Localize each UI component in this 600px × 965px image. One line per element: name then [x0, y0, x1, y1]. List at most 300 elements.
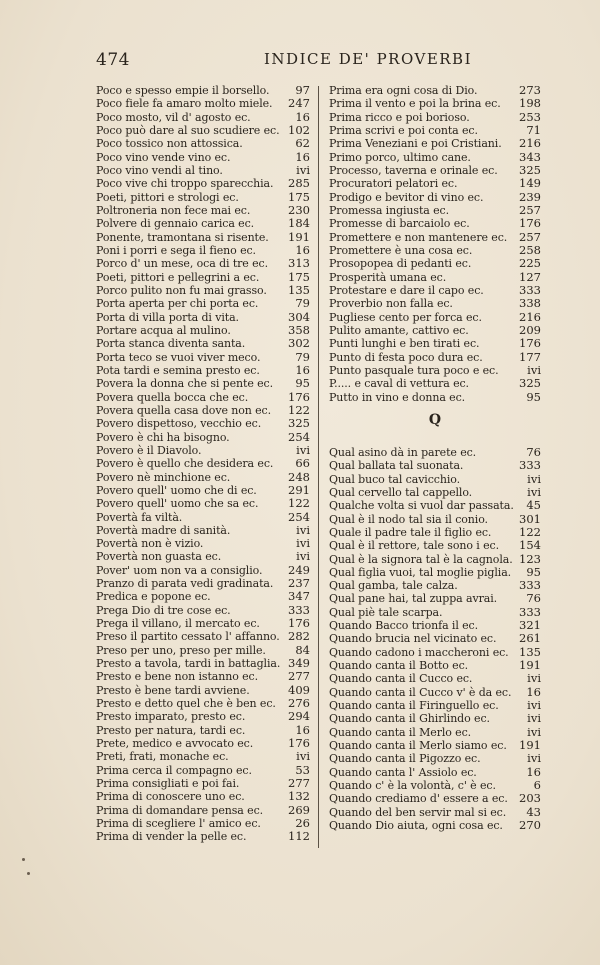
page-reference: 325 [288, 416, 310, 431]
page-reference: 6 [533, 778, 541, 793]
proverb-text: Qual è il nodo tal sia il conio. [329, 512, 488, 526]
index-entry [96, 311, 310, 324]
proverb-text: Quando cadono i maccheroni ec. [329, 645, 509, 659]
index-entry [96, 191, 310, 204]
proverb-text: Qual piè tale scarpa. [329, 605, 443, 619]
proverb-text: Quando c' è la volontà, c' è ec. [329, 779, 496, 793]
index-entry [96, 97, 310, 110]
index-entry [96, 524, 310, 537]
page-reference: 176 [288, 616, 310, 631]
index-entry [96, 670, 310, 683]
page-reference: ivi [527, 698, 541, 713]
proverb-text: Putto in vino e donna ec. [329, 390, 466, 404]
proverb-text: Punti lunghi e ben tirati ec. [329, 337, 480, 351]
proverb-text: Promettere e non mantenere ec. [329, 230, 508, 244]
page-reference: 325 [519, 376, 541, 391]
page-reference: 26 [295, 816, 310, 831]
proverb-text: Quando canta il Cucco v' è da ec. [329, 685, 512, 699]
page-reference: ivi [527, 362, 541, 377]
proverb-text: Povero è quello che desidera ec. [96, 457, 274, 471]
index-entry [329, 473, 541, 486]
proverb-text: Prima di conoscere uno ec. [96, 790, 245, 804]
proverb-text: Poco fiele fa amaro molto miele. [96, 97, 273, 111]
index-entry [329, 779, 541, 792]
index-entry [96, 484, 310, 497]
index-entry [96, 377, 310, 390]
proverb-text: Poco può dare al suo scudiere ec. [96, 123, 280, 137]
page-reference: 79 [295, 296, 310, 311]
proverb-text: Prima il vento e poi la brina ec. [329, 97, 501, 111]
index-entry [329, 231, 541, 244]
index-entry [96, 497, 310, 510]
page-header [96, 50, 536, 72]
proverb-text: Presto imparato, presto ec. [96, 710, 246, 724]
page-reference: 16 [295, 362, 310, 377]
proverb-text: Pulito amante, cattivo ec. [329, 323, 469, 337]
index-entry [329, 244, 541, 257]
proverb-text: Poco e spesso empie il borsello. [96, 84, 270, 97]
page-reference: 176 [519, 216, 541, 231]
index-entry [96, 710, 310, 723]
index-entry [329, 271, 541, 284]
page-reference: 333 [288, 602, 310, 617]
index-entry [96, 444, 310, 457]
proverb-text: Povertà non guasta ec. [96, 550, 222, 564]
index-column-left [96, 84, 310, 844]
page-reference: ivi [296, 522, 310, 537]
index-entry [96, 564, 310, 577]
page-reference: 135 [519, 644, 541, 659]
index-entry [96, 231, 310, 244]
page-reference: 95 [526, 564, 541, 579]
page-reference: 95 [526, 389, 541, 404]
index-entry [96, 804, 310, 817]
page-reference: 16 [526, 684, 541, 699]
page-reference: 254 [288, 509, 310, 524]
index-entry [96, 337, 310, 350]
proverb-text: Poco vino vende vino ec. [96, 150, 231, 164]
page-reference: 175 [288, 189, 310, 204]
index-entry [96, 217, 310, 230]
index-entry [329, 284, 541, 297]
proverb-text: Prete, medico e avvocato ec. [96, 737, 254, 751]
index-entry [329, 111, 541, 124]
proverb-text: Povertà non è vizio. [96, 537, 204, 551]
index-entry [329, 311, 541, 324]
page-reference: 325 [519, 162, 541, 177]
index-entry [96, 590, 310, 603]
page-reference: 16 [526, 764, 541, 779]
page-reference: 102 [288, 122, 310, 137]
index-entry [96, 351, 310, 364]
page-reference: 176 [519, 336, 541, 351]
index-entry [96, 271, 310, 284]
proverb-text: Qual figlia vuoi, tal moglie piglia. [329, 565, 512, 579]
proverb-text: Qual buco tal cavicchio. [329, 472, 460, 486]
proverb-text: Portare acqua al mulino. [96, 323, 231, 337]
proverb-text: Porco d' un mese, oca di tre ec. [96, 257, 268, 271]
index-entry [96, 177, 310, 190]
page-reference: 333 [519, 458, 541, 473]
index-entry [96, 364, 310, 377]
index-entry [329, 499, 541, 512]
proverb-text: Porta di villa porta di vita. [96, 310, 239, 324]
page-reference: 277 [288, 776, 310, 791]
page-reference: 343 [519, 149, 541, 164]
index-entry [329, 324, 541, 337]
index-entry [96, 737, 310, 750]
index-entry [329, 151, 541, 164]
proverb-text: Povero è il Diavolo. [96, 443, 202, 457]
page-reference: ivi [296, 162, 310, 177]
index-entry [329, 699, 541, 712]
proverb-text: Povertà fa viltà. [96, 510, 183, 524]
index-entry [329, 553, 541, 566]
proverb-text: Qual è la signora tal è la cagnola. [329, 552, 513, 566]
proverb-text: Presto per natura, tardi ec. [96, 723, 246, 737]
page-reference: 333 [519, 282, 541, 297]
proverb-text: Povera quella casa dove non ec. [96, 403, 272, 417]
index-entry [96, 764, 310, 777]
proverb-text: Povero è chi ha bisogno. [96, 430, 230, 444]
section-letter-heading: Q [428, 411, 442, 428]
proverb-text: Protestare e dare il capo ec. [329, 283, 484, 297]
index-entry [96, 617, 310, 630]
page-reference: 112 [288, 829, 310, 844]
page-reference: 123 [519, 551, 541, 566]
index-entry [96, 471, 310, 484]
index-entry [329, 646, 541, 659]
proverb-text: Prima cerca il compagno ec. [96, 763, 252, 777]
index-entry [96, 84, 310, 97]
proverb-text: Prima di vender la pelle ec. [96, 830, 247, 844]
index-entry [329, 177, 541, 190]
page-reference: 191 [519, 658, 541, 673]
proverb-text: Povero quell' uomo che di ec. [96, 483, 257, 497]
index-entry [329, 592, 541, 605]
page-reference: 282 [288, 629, 310, 644]
proverb-text: Promettere è una cosa ec. [329, 243, 473, 257]
page-reference: 62 [295, 136, 310, 151]
proverb-text: Povera la donna che si pente ec. [96, 377, 274, 391]
proverb-text: Presto e detto quel che è ben ec. [96, 697, 276, 711]
proverb-text: Prima consigliati e poi fai. [96, 777, 240, 791]
page-reference: 239 [519, 189, 541, 204]
proverb-text: Povera quella bocca che ec. [96, 390, 249, 404]
page-reference: 209 [519, 322, 541, 337]
proverb-text: Prima ricco e poi borioso. [329, 110, 470, 124]
index-entry [329, 446, 541, 459]
page-reference: 216 [519, 136, 541, 151]
index-entry [329, 819, 541, 832]
page-reference: 135 [288, 282, 310, 297]
index-entry [96, 257, 310, 270]
index-entry [329, 739, 541, 752]
proverb-text: Qual pane hai, tal zuppa avrai. [329, 592, 498, 606]
page-reference: 122 [288, 496, 310, 511]
page-reference: 254 [288, 429, 310, 444]
proverb-text: Proverbio non falla ec. [329, 297, 453, 311]
page-reference: 285 [288, 176, 310, 191]
index-entry [96, 111, 310, 124]
index-entry [329, 566, 541, 579]
index-entry [96, 790, 310, 803]
index-entry [96, 830, 310, 843]
proverb-text: Poco tossico non attossica. [96, 137, 243, 151]
page-number: 474 [96, 50, 130, 70]
page-reference: 177 [519, 349, 541, 364]
index-entry [96, 577, 310, 590]
page-reference: 257 [519, 229, 541, 244]
index-entry [329, 257, 541, 270]
index-entry [96, 657, 310, 670]
page-reference: 122 [519, 524, 541, 539]
index-entry [329, 579, 541, 592]
proverb-text: Poltroneria non fece mai ec. [96, 203, 251, 217]
page-reference: 333 [519, 604, 541, 619]
proverb-text: Poco vive chi troppo sparecchia. [96, 177, 274, 191]
index-entry [96, 604, 310, 617]
page-reference: ivi [296, 749, 310, 764]
proverb-text: Poeti, pittori e strologi ec. [96, 190, 239, 204]
page-reference: 216 [519, 309, 541, 324]
page-reference: 97 [295, 83, 310, 97]
page-reference: 301 [519, 511, 541, 526]
index-entry [329, 806, 541, 819]
index-entry [96, 550, 310, 563]
proverb-text: Processo, taverna e orinale ec. [329, 163, 498, 177]
proverb-text: Prosperità umana ec. [329, 270, 447, 284]
page-reference: 409 [288, 682, 310, 697]
index-entry [329, 351, 541, 364]
page-reference: 191 [519, 738, 541, 753]
proverb-text: Pover' uom non va a consiglio. [96, 563, 263, 577]
proverb-text: P..... e caval di vettura ec. [329, 377, 469, 391]
page-reference: 43 [526, 804, 541, 819]
index-entry [96, 697, 310, 710]
proverb-text: Poco mosto, vil d' agosto ec. [96, 110, 251, 124]
page-reference: ivi [296, 549, 310, 564]
index-entry [96, 324, 310, 337]
proverb-text: Presto è bene tardi avviene. [96, 683, 250, 697]
proverb-text: Qual è il rettore, tale sono i ec. [329, 539, 499, 553]
index-entry [329, 97, 541, 110]
page-reference: ivi [527, 484, 541, 499]
index-entry [329, 712, 541, 725]
proverb-text: Ponente, tramontana si risente. [96, 230, 269, 244]
proverb-text: Prima scrivi e poi conta ec. [329, 123, 478, 137]
index-entry [329, 792, 541, 805]
index-entry [329, 513, 541, 526]
proverb-text: Preso per uno, preso per mille. [96, 643, 266, 657]
index-entry [96, 644, 310, 657]
index-entry [329, 137, 541, 150]
page-reference: 347 [288, 589, 310, 604]
page-reference: 276 [288, 696, 310, 711]
page-reference: 176 [288, 736, 310, 751]
proverb-text: Prima Veneziani e poi Cristiani. [329, 137, 502, 151]
page-reference: ivi [527, 711, 541, 726]
index-entry [96, 137, 310, 150]
index-entry [329, 752, 541, 765]
index-entry [329, 84, 541, 97]
page-reference: 175 [288, 269, 310, 284]
index-entry [96, 777, 310, 790]
page-reference: 333 [519, 578, 541, 593]
page-reference: 225 [519, 256, 541, 271]
proverb-text: Porta teco se vuoi viver meco. [96, 350, 261, 364]
proverb-text: Prega Dio di tre cose ec. [96, 603, 231, 617]
page-reference: 273 [519, 83, 541, 97]
proverb-text: Quando crediamo d' essere a ec. [329, 792, 508, 806]
proverb-text: Prima era ogni cosa di Dio. [329, 84, 478, 97]
index-entry [329, 191, 541, 204]
index-entry [329, 526, 541, 539]
index-entry [329, 124, 541, 137]
index-entry [96, 164, 310, 177]
proverb-text: Prosopopea di pedanti ec. [329, 257, 472, 271]
proverb-text: Quando del ben servir mal si ec. [329, 805, 507, 819]
page-reference: ivi [296, 442, 310, 457]
index-entry [96, 417, 310, 430]
index-entry [96, 124, 310, 137]
page-reference: 253 [519, 109, 541, 124]
index-entry [329, 539, 541, 552]
column-divider [318, 86, 319, 848]
page-reference: 79 [295, 349, 310, 364]
proverb-text: Povertà madre di sanità. [96, 523, 231, 537]
proverb-text: Quando Bacco trionfa il ec. [329, 619, 479, 633]
page-reference: 154 [519, 538, 541, 553]
page-reference: 71 [526, 122, 541, 137]
page-reference: 257 [519, 202, 541, 217]
proverb-text: Porta stanca diventa santa. [96, 337, 246, 351]
paper-speck [22, 858, 25, 861]
page-reference: 358 [288, 322, 310, 337]
proverb-text: Povero dispettoso, vecchio ec. [96, 417, 262, 431]
index-section-p-continued [329, 84, 541, 404]
index-entry [96, 750, 310, 763]
index-entry [329, 204, 541, 217]
index-entry [96, 204, 310, 217]
proverb-text: Pranzo di parata vedi gradinata. [96, 577, 274, 591]
page-reference: 258 [519, 242, 541, 257]
paper-speck [27, 872, 30, 875]
page-reference: 261 [519, 631, 541, 646]
proverb-text: Predica e popone ec. [96, 590, 211, 604]
page-reference: 16 [295, 149, 310, 164]
index-entry [96, 297, 310, 310]
page-reference: 16 [295, 242, 310, 257]
proverb-text: Quando canta il Botto ec. [329, 659, 469, 673]
page-reference: 132 [288, 789, 310, 804]
index-entry [329, 297, 541, 310]
index-entry [96, 511, 310, 524]
proverb-text: Povero quell' uomo che sa ec. [96, 497, 259, 511]
page-reference: 95 [295, 376, 310, 391]
index-entry [329, 164, 541, 177]
page-reference: 270 [519, 818, 541, 833]
index-entry [96, 457, 310, 470]
index-entry [96, 244, 310, 257]
page-reference: 313 [288, 256, 310, 271]
proverb-text: Quando canta il Cucco ec. [329, 672, 473, 686]
page-reference: 349 [288, 656, 310, 671]
index-entry [96, 630, 310, 643]
proverb-text: Quale il padre tale il figlio ec. [329, 525, 492, 539]
page-reference: ivi [527, 724, 541, 739]
index-entry [329, 217, 541, 230]
index-column-right [329, 84, 541, 832]
page-reference: ivi [296, 536, 310, 551]
index-entry [96, 431, 310, 444]
index-entry [96, 404, 310, 417]
page-reference: 66 [295, 456, 310, 471]
proverb-text: Punto pasquale tura poco e ec. [329, 363, 499, 377]
proverb-text: Poco vino vendi al tino. [96, 163, 223, 177]
index-entry [329, 377, 541, 390]
index-entry [329, 686, 541, 699]
index-entry [329, 726, 541, 739]
proverb-text: Porco pulito non fu mai grasso. [96, 283, 267, 297]
proverb-text: Promesse di barcaiolo ec. [329, 217, 470, 231]
proverb-text: Quando canta il Merlo ec. [329, 725, 472, 739]
page-reference: ivi [527, 471, 541, 486]
index-entry [329, 672, 541, 685]
page-reference: 338 [519, 296, 541, 311]
page-reference: 127 [519, 269, 541, 284]
page-reference: 84 [295, 642, 310, 657]
page-reference: 237 [288, 576, 310, 591]
page-reference: 191 [288, 229, 310, 244]
proverb-text: Pota tardi e semina presto ec. [96, 363, 260, 377]
page-reference: 198 [519, 96, 541, 111]
proverb-text: Promessa ingiusta ec. [329, 203, 450, 217]
page-reference: ivi [527, 751, 541, 766]
proverb-text: Presto e bene non istanno ec. [96, 670, 258, 684]
index-entry [329, 337, 541, 350]
index-entry [96, 284, 310, 297]
page-reference: 294 [288, 709, 310, 724]
proverb-text: Povero nè minchione ec. [96, 470, 231, 484]
proverb-text: Qual gamba, tale calza. [329, 579, 458, 593]
proverb-text: Punto di festa poco dura ec. [329, 350, 483, 364]
page-reference: 247 [288, 96, 310, 111]
index-entry [329, 391, 541, 404]
index-entry [96, 724, 310, 737]
proverb-text: Qualche volta si vuol dar passata. [329, 499, 514, 513]
page-reference: 248 [288, 469, 310, 484]
proverb-text: Qual asino dà in parete ec. [329, 445, 477, 459]
index-entry [329, 619, 541, 632]
proverb-text: Pugliese cento per forca ec. [329, 310, 482, 324]
index-entry [329, 459, 541, 472]
proverb-text: Quando canta il Merlo siamo ec. [329, 739, 507, 753]
index-entry [96, 151, 310, 164]
proverb-text: Poni i porri e sega il fieno ec. [96, 243, 256, 257]
proverb-text: Procuratori pelatori ec. [329, 177, 458, 191]
page-reference: 269 [288, 802, 310, 817]
page-reference: 230 [288, 202, 310, 217]
page-reference: 122 [288, 402, 310, 417]
proverb-text: Prima di scegliere l' amico ec. [96, 817, 261, 831]
proverb-text: Prima di domandare pensa ec. [96, 803, 264, 817]
index-entry [329, 486, 541, 499]
index-entry [329, 659, 541, 672]
page-reference: 53 [295, 762, 310, 777]
index-entry [96, 817, 310, 830]
page-reference: 291 [288, 482, 310, 497]
